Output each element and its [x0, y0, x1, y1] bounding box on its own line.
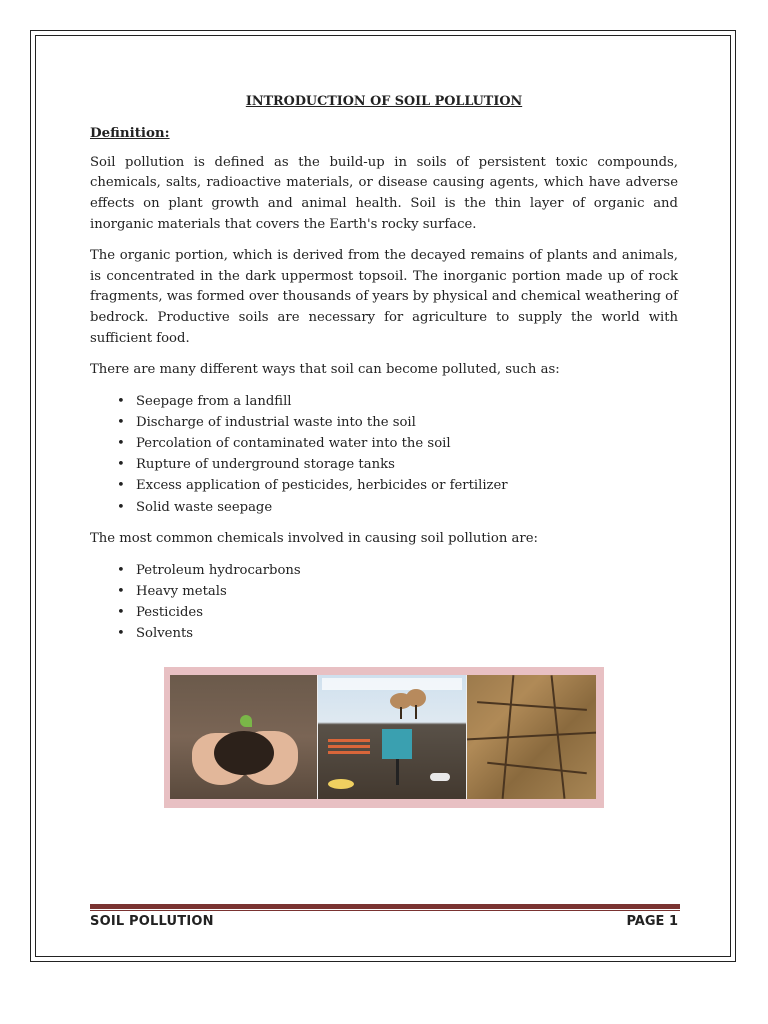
- layer-stripe: [328, 751, 370, 754]
- paragraph-organic-portion: The organic portion, which is derived from the decayed remains of plants and animals, is concentrated in the dark uppermost topsoil. The inorganic portion made up of rock fragments, was formed over thousands of years by physical and chemical weathering of bedrock. Productive soils are necessary for agriculture to supply the world with sufficient food.: [90, 247, 678, 346]
- paragraph-definition: Soil pollution is defined as the build-up in soils of persistent toxic compounds, chemicals, salts, radioactive materials, or disease causing agents, which have adverse effects on plant growth and animal health. Soil is the thin layer of organic and inorganic materials that covers the Earth's rocky surface.: [90, 154, 678, 232]
- chemicals-list: [90, 560, 678, 645]
- list-item: • Heavy metals: [136, 581, 678, 602]
- soil-figure-panels: [170, 675, 596, 799]
- footer-rule-thin: [90, 910, 680, 911]
- soil-contamination-diagram-image: [317, 675, 466, 799]
- diagram-caption-strip: [322, 678, 461, 690]
- footer-page-number: PAGE 1: [626, 914, 678, 929]
- trunk-shape: [415, 705, 417, 719]
- list-item: • Excess application of pesticides, herbicides or fertilizer: [136, 475, 678, 496]
- footer-rule-thick: [90, 904, 680, 909]
- well-box-shape: [382, 729, 412, 759]
- sprout-shape: [240, 715, 252, 727]
- list-item: • Rupture of underground storage tanks: [136, 454, 678, 475]
- dirt-mound-shape: [214, 731, 274, 775]
- list-item: • Seepage from a landfill: [136, 391, 678, 412]
- list-item: • Discharge of industrial waste into the soil: [136, 412, 678, 433]
- footer-document-title: SOIL POLLUTION: [90, 914, 214, 929]
- crack-line: [477, 701, 587, 711]
- ways-intro: There are many different ways that soil can become polluted, such as:: [90, 361, 560, 377]
- hands-holding-soil-image: [170, 675, 317, 799]
- list-item: • Solvents: [136, 623, 678, 644]
- tank-shape: [430, 773, 450, 781]
- list-item: • Solid waste seepage: [136, 497, 678, 518]
- plume-oval-shape: [328, 779, 354, 789]
- crack-line: [487, 762, 587, 774]
- layer-stripe: [328, 739, 370, 742]
- cracked-soil-image: [467, 675, 596, 799]
- soil-figure: [164, 667, 604, 808]
- trunk-shape: [400, 707, 402, 719]
- crack-line: [550, 675, 565, 799]
- page-title: INTRODUCTION OF SOIL POLLUTION: [245, 94, 523, 109]
- list-item: • Petroleum hydrocarbons: [136, 560, 678, 581]
- layer-stripe: [328, 745, 370, 748]
- chemicals-intro: The most common chemicals involved in causing soil pollution are:: [90, 530, 538, 546]
- definition-heading: Definition:: [90, 124, 170, 141]
- crack-line: [467, 732, 596, 741]
- ways-list: [90, 391, 678, 518]
- pipe-shape: [396, 759, 399, 785]
- list-item: • Percolation of contaminated water into the soil: [136, 433, 678, 454]
- list-item: • Pesticides: [136, 602, 678, 623]
- page-content: [90, 92, 678, 655]
